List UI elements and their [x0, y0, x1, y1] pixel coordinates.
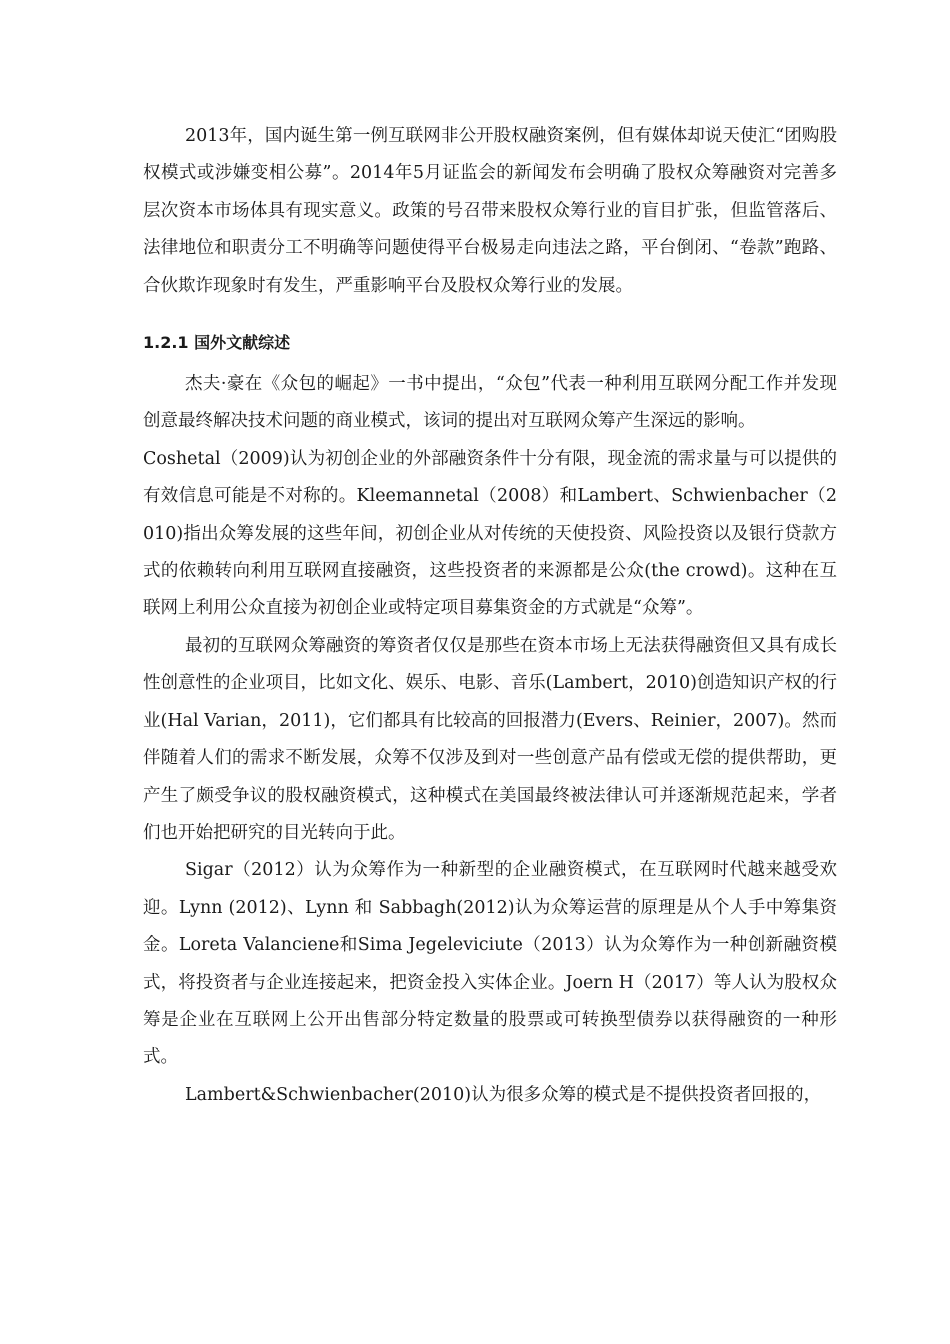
paragraph-sigar: Sigar（2012）认为众筹作为一种新型的企业融资模式，在互联网时代越来越受欢迎。Lynn (2012)、Lynn 和 Sabbagh(2012)认为众筹运营的原理是从个人手中筹集资金。Loreta Valanciene和Sima Jegeleviciute（2013）认为众筹作为一种创新融资模式，将投资者与企业连接起来，把资金投入实体企业。Joern H（2017）等人认为股权众筹是企业在互联网上公开出售部分特定数量的股票或可转换型债券以获得融资的一种形式。 — [143, 860, 837, 1068]
paragraph-early-crowdfunding: 最初的互联网众筹融资的筹资者仅仅是那些在资本市场上无法获得融资但又具有成长性创意性的企业项目，比如文化、娱乐、电影、音乐(Lambert，2010)创造知识产权的行业(Hal Varian，2011)，它们都具有比较高的回报潜力(Evers、Reinier，2007)。然而伴随着人们的需求不断发展，众筹不仅涉及到对一些创意产品有偿或无偿的提供帮助，更产生了颇受争议的股权融资模式，这种模式在美国最终被法律认可并逐渐规范起来，学者们也开始把研究的目光转向于此。 — [143, 635, 837, 843]
paragraph-intro: 2013年，国内诞生第一例互联网非公开股权融资案例，但有媒体却说天使汇“团购股权模式或涉嫌变相公募”。2014年5月证监会的新闻发布会明确了股权众筹融资对完善多层次资本市场体具有现实意义。政策的号召带来股权众筹行业的盲目扩张，但监管落后、法律地位和职责分工不明确等问题使得平台极易走向违法之路，平台倒闭、“卷款”跑路、合伙欺诈现象时有发生，严重影响平台及股权众筹行业的发展。 — [143, 126, 837, 296]
paragraph-lambert: Lambert&Schwienbacher(2010)认为很多众筹的模式是不提供投资者回报的， — [185, 1084, 822, 1105]
paragraph-crowdsourcing: 杰夫·豪在《众包的崛起》一书中提出，“众包”代表一种利用互联网分配工作并发现创意最终解决技术问题的商业模式，该词的提出对互联网众筹产生深远的影响。 — [143, 374, 837, 432]
paragraph-external-financing: Coshetal（2009)认为初创企业的外部融资条件十分有限，现金流的需求量与可以提供的有效信息可能是不对称的。Kleemannetal（2008）和Lambert、Schwienbacher（2010)指出众筹发展的这些年间，初创企业从对传统的天使投资、风险投资以及银行贷款方式的依赖转向利用互联网直接融资，这些投资者的来源都是公众(the crowd)。这种在互联网上利用公众直接为初创企业或特定项目募集资金的方式就是“众筹”。 — [143, 448, 837, 619]
document-body — [143, 118, 837, 1114]
section-heading: 1.2.1 国外文献综述 — [143, 333, 291, 353]
